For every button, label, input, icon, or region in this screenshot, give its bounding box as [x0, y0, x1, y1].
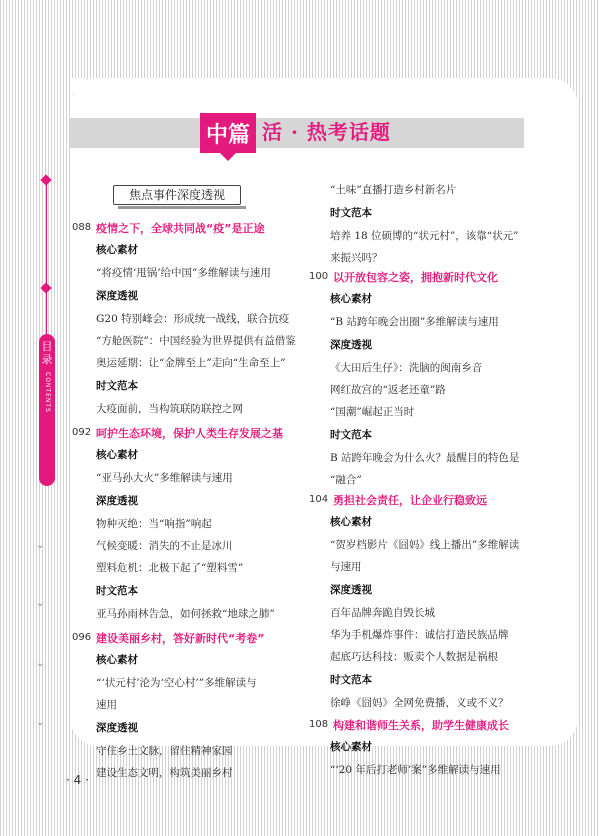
toc-entry[interactable]: 与速用	[330, 561, 362, 573]
toc-entry[interactable]: 物种灭绝：当“响指”响起	[96, 518, 212, 530]
toc-entry[interactable]: 建设生态文明，构筑美丽乡村	[96, 767, 233, 779]
chevron-down-icon: ⌄	[36, 658, 45, 669]
toc-label: 深度透视	[96, 290, 138, 302]
toc-entry[interactable]: “亚马孙大火”多维解读与速用	[96, 472, 233, 484]
toc-page-number: 108	[309, 719, 329, 730]
toc-topic-title[interactable]: 构建和谐师生关系，助学生健康成长	[333, 719, 509, 732]
toc-entry[interactable]: 气候变暖：消失的不止是冰川	[96, 540, 233, 552]
contents-tab	[39, 334, 55, 486]
toc-entry[interactable]: 速用	[96, 699, 117, 711]
toc-page-number: 092	[72, 427, 92, 438]
page-title: 活 · 热考话题	[262, 120, 391, 144]
toc-entry[interactable]: “国潮”崛起正当时	[330, 406, 415, 418]
toc-label: 时文范本	[330, 674, 372, 686]
toc-label: 核心素材	[330, 516, 372, 528]
header-tag-notch	[220, 153, 236, 161]
contents-tab-sublabel: CONTENTS	[44, 372, 51, 413]
toc-page-number: 096	[72, 632, 92, 643]
toc-label: 核心素材	[330, 293, 372, 305]
toc-entry[interactable]: “‘状元村’沦为‘空心村’”多维解读与	[96, 677, 257, 689]
chevron-down-icon: ⌄	[36, 540, 45, 551]
toc-entry[interactable]: 来振兴吗？	[330, 252, 383, 264]
rail-line	[46, 175, 47, 285]
chevron-down-icon: ⌄	[36, 598, 45, 609]
toc-page-number: 088	[72, 222, 92, 233]
toc-topic-title[interactable]: 勇担社会责任，让企业行稳致远	[333, 494, 487, 507]
toc-entry[interactable]: “将疫情‘甩锅’给中国”多维解读与速用	[96, 267, 271, 279]
toc-page-number: 104	[309, 494, 329, 505]
toc-label: 深度透视	[96, 495, 138, 507]
card-corner-cut	[70, 78, 88, 96]
toc-label: 深度透视	[330, 339, 372, 351]
toc-entry[interactable]: 百年品牌奔跪自毁长城	[330, 607, 435, 619]
toc-entry[interactable]: 奥运延期：让“金牌至上”走向“生命至上”	[96, 357, 286, 369]
chevron-down-icon: ⌄	[36, 717, 45, 728]
toc-entry[interactable]: G20 特别峰会：形成统一战线，联合抗疫	[96, 313, 290, 325]
toc-label: 深度透视	[330, 584, 372, 596]
toc-entry[interactable]: 华为手机爆炸事件：诚信打造民族品牌	[330, 629, 509, 641]
contents-tab-label: 目录	[41, 340, 53, 366]
toc-entry[interactable]: 塑料危机：北极下起了“塑料雪”	[96, 562, 244, 574]
toc-entry[interactable]: 徐峥《囧妈》全网免费播，义或不义？	[330, 697, 509, 709]
toc-label: 核心素材	[330, 741, 372, 753]
toc-label: 时文范本	[96, 585, 138, 597]
toc-topic-title[interactable]: 以开放包容之姿，拥抱新时代文化	[333, 271, 498, 284]
toc-label: 核心素材	[96, 244, 138, 256]
toc-entry[interactable]: 守住乡土文脉，留住精神家园	[96, 745, 233, 757]
toc-entry[interactable]: 网红故宫的“返老还童”路	[330, 384, 446, 396]
toc-label: 时文范本	[330, 207, 372, 219]
toc-label: 核心素材	[96, 654, 138, 666]
toc-entry[interactable]: “B 站跨年晚会出圈”多维解读与速用	[330, 316, 499, 328]
toc-entry[interactable]: 《大田后生仔》：洗脑的闽南乡音	[330, 362, 483, 374]
page-number: · 4 ·	[66, 773, 89, 787]
toc-entry[interactable]: B 站跨年晚会为什么火？最醒目的特色是	[330, 452, 520, 464]
toc-entry[interactable]: “土味”直播打造乡村新名片	[330, 184, 457, 196]
toc-entry[interactable]: 亚马孙雨林告急，如何拯救“地球之肺”	[96, 608, 275, 620]
section-heading: 焦点事件深度透视	[113, 185, 241, 205]
header-tag: 中篇	[200, 113, 256, 153]
toc-page-number: 100	[309, 271, 329, 282]
toc-entry[interactable]: 起底巧达科技：贩卖个人数据是祸根	[330, 651, 498, 663]
toc-topic-title[interactable]: 建设美丽乡村，答好新时代“考卷”	[96, 632, 265, 645]
toc-entry[interactable]: “方舱医院”：中国经验为世界提供有益借鉴	[96, 335, 296, 347]
toc-label: 深度透视	[96, 722, 138, 734]
toc-label: 核心素材	[96, 449, 138, 461]
toc-topic-title[interactable]: 疫情之下，全球共同战“疫”是正途	[96, 222, 265, 235]
toc-label: 时文范本	[96, 380, 138, 392]
rail-line	[46, 292, 47, 334]
toc-entry[interactable]: “贺岁档影片《囧妈》线上播出”多维解读	[330, 539, 520, 551]
toc-entry[interactable]: 大疫面前，当构筑联防联控之网	[96, 403, 243, 415]
toc-topic-title[interactable]: 呵护生态环境，保护人类生存发展之基	[96, 427, 283, 440]
toc-entry[interactable]: “融合”	[330, 474, 362, 486]
toc-entry[interactable]: “‘20 年后打老师’案”多维解读与速用	[330, 764, 501, 776]
toc-entry[interactable]: 培养 18 位硕博的“状元村”，该靠“状元”	[330, 230, 519, 242]
toc-label: 时文范本	[330, 429, 372, 441]
